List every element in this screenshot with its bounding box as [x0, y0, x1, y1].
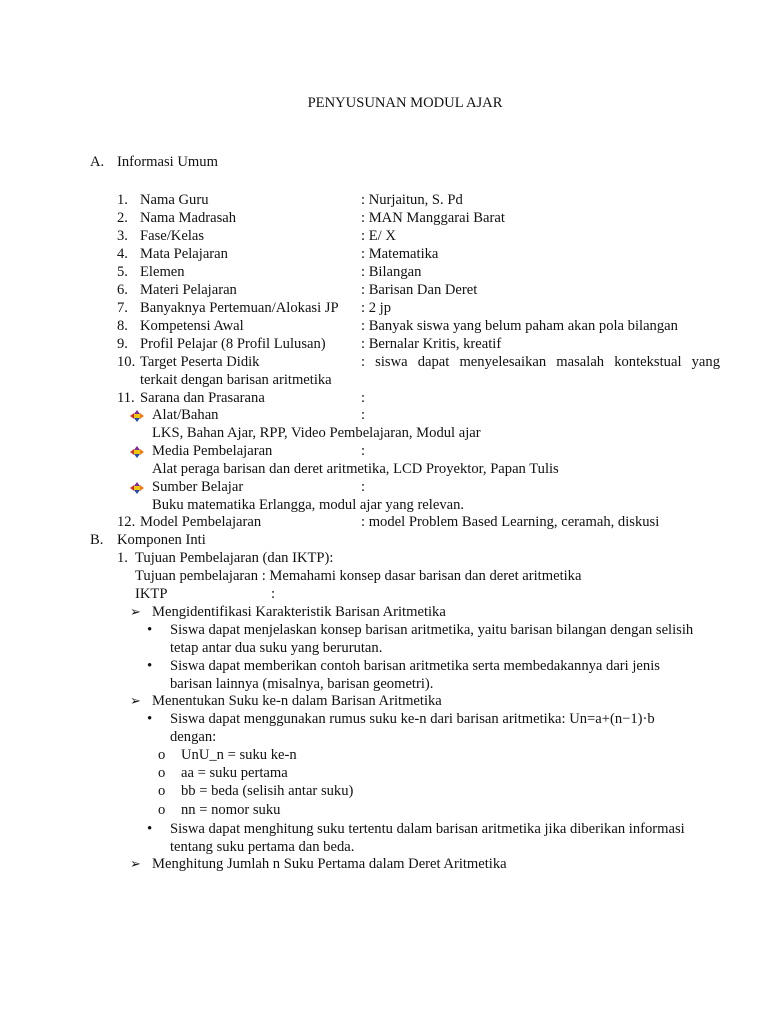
item-number: 2.	[117, 210, 128, 226]
page-title: PENYUSUNAN MODUL AJAR	[307, 95, 503, 111]
item-label: Fase/Kelas	[140, 228, 205, 244]
bullet-icon: •	[147, 658, 153, 674]
sarana-colon: :	[361, 407, 366, 423]
item-number: 5.	[117, 264, 128, 280]
section-a-letter: A.	[90, 154, 105, 170]
item-label: Sarana dan Prasarana	[140, 390, 265, 406]
variable-definition: UnU_n = suku ke-n	[181, 747, 297, 763]
item-number: 12.	[117, 514, 136, 530]
sarana-colon: :	[361, 479, 366, 495]
circle-bullet-icon: o	[158, 783, 166, 799]
arrowhead-bullet-icon: ➢	[130, 856, 141, 871]
item-number: 8.	[117, 318, 128, 334]
sarana-colon: :	[361, 443, 366, 459]
indicator-text: Siswa dapat menghitung suku tertentu dalam barisan aritmetika jika diberikan informasi	[170, 821, 685, 837]
item-number: 7.	[117, 300, 128, 316]
item-value-continued: terkait dengan barisan aritmetika	[140, 372, 332, 388]
arrowhead-bullet-icon: ➢	[130, 693, 141, 708]
tujuan-line: Tujuan pembelajaran : Memahami konsep dasar barisan dan deret aritmetika	[135, 568, 582, 584]
section-a-heading: Informasi Umum	[117, 154, 218, 170]
item-number: 4.	[117, 246, 128, 262]
item-value: : Nurjaitun, S. Pd	[361, 192, 463, 208]
section-b-heading: Komponen Inti	[117, 532, 206, 548]
indicator-text: Siswa dapat menjelaskan konsep barisan aritmetika, yaitu barisan bilangan dengan selisih	[170, 622, 694, 638]
indicator-heading: Mengidentifikasi Karakteristik Barisan Aritmetika	[152, 604, 446, 620]
item-label: Elemen	[140, 264, 185, 280]
item-label: Nama Madrasah	[140, 210, 237, 226]
sarana-label: Alat/Bahan	[152, 407, 219, 423]
item-number: 11.	[117, 390, 135, 406]
item-label: Model Pembelajaran	[140, 514, 262, 530]
item-value: : 2 jp	[361, 300, 391, 316]
sub-number: 1.	[117, 550, 128, 566]
bullet-icon: •	[147, 622, 153, 638]
item-label: Materi Pelajaran	[140, 282, 237, 298]
section-b-letter: B.	[90, 532, 104, 548]
indicator-text: tetap antar dua suku yang berurutan.	[170, 640, 383, 656]
item-value: : Barisan Dan Deret	[361, 282, 478, 298]
indicator-text: Siswa dapat menggunakan rumus suku ke-n dari barisan aritmetika: Un=a+(n−1)·b	[170, 711, 655, 727]
sarana-detail: Buku matematika Erlangga, modul ajar yang relevan.	[152, 497, 465, 513]
item-value: : Bilangan	[361, 264, 422, 280]
sarana-label: Media Pembelajaran	[152, 443, 273, 459]
sarana-detail: LKS, Bahan Ajar, RPP, Video Pembelajaran, Modul ajar	[152, 425, 481, 441]
variable-definition: bb = beda (selisih antar suku)	[181, 783, 354, 799]
bullet-icon: •	[147, 711, 153, 727]
quad-arrow-bullet-icon	[130, 446, 144, 458]
item-number: 6.	[117, 282, 128, 298]
quad-arrow-bullet-icon	[130, 482, 144, 494]
item-value: :	[361, 390, 366, 406]
variable-definition: aa = suku pertama	[181, 765, 288, 781]
item-label: Banyaknya Pertemuan/Alokasi JP	[140, 300, 339, 316]
sarana-label: Sumber Belajar	[152, 479, 244, 495]
variable-definition: nn = nomor suku	[181, 802, 281, 818]
circle-bullet-icon: o	[158, 802, 166, 818]
item-label: Mata Pelajaran	[140, 246, 228, 262]
item-value: : MAN Manggarai Barat	[361, 210, 505, 226]
item-number: 1.	[117, 192, 128, 208]
sub-heading: Tujuan Pembelajaran (dan IKTP):	[135, 550, 334, 566]
item-label: Profil Pelajar (8 Profil Lulusan)	[140, 336, 326, 352]
circle-bullet-icon: o	[158, 747, 166, 763]
item-label: Nama Guru	[140, 192, 209, 208]
indicator-heading: Menentukan Suku ke-n dalam Barisan Aritmetika	[152, 693, 442, 709]
sarana-detail: Alat peraga barisan dan deret aritmetika, LCD Proyektor, Papan Tulis	[152, 461, 559, 477]
arrowhead-bullet-icon: ➢	[130, 604, 141, 619]
item-label: Kompetensi Awal	[140, 318, 244, 334]
item-number: 10.	[117, 354, 136, 370]
indicator-text: barisan lainnya (misalnya, barisan geometri).	[170, 676, 434, 692]
item-label: Target Peserta Didik	[140, 354, 260, 370]
item-value: : model Problem Based Learning, ceramah, diskusi	[361, 514, 660, 530]
item-number: 9.	[117, 336, 128, 352]
indicator-text: Siswa dapat memberikan contoh barisan aritmetika serta membedakannya dari jenis	[170, 658, 660, 674]
iktp-label: IKTP	[135, 586, 168, 602]
item-value: : E/ X	[361, 228, 396, 244]
item-value: : Banyak siswa yang belum paham akan pola bilangan	[361, 318, 678, 334]
iktp-colon: :	[271, 586, 276, 602]
quad-arrow-bullet-icon	[130, 410, 144, 422]
indicator-heading: Menghitung Jumlah n Suku Pertama dalam Deret Aritmetika	[152, 856, 507, 872]
circle-bullet-icon: o	[158, 765, 166, 781]
item-value: : Bernalar Kritis, kreatif	[361, 336, 502, 352]
item-value: : siswa dapat menyelesaikan masalah kontekstual yang	[361, 354, 720, 370]
item-value: : Matematika	[361, 246, 439, 262]
item-number: 3.	[117, 228, 128, 244]
indicator-text: dengan:	[170, 729, 217, 745]
indicator-text: tentang suku pertama dan beda.	[170, 839, 355, 855]
bullet-icon: •	[147, 821, 153, 837]
